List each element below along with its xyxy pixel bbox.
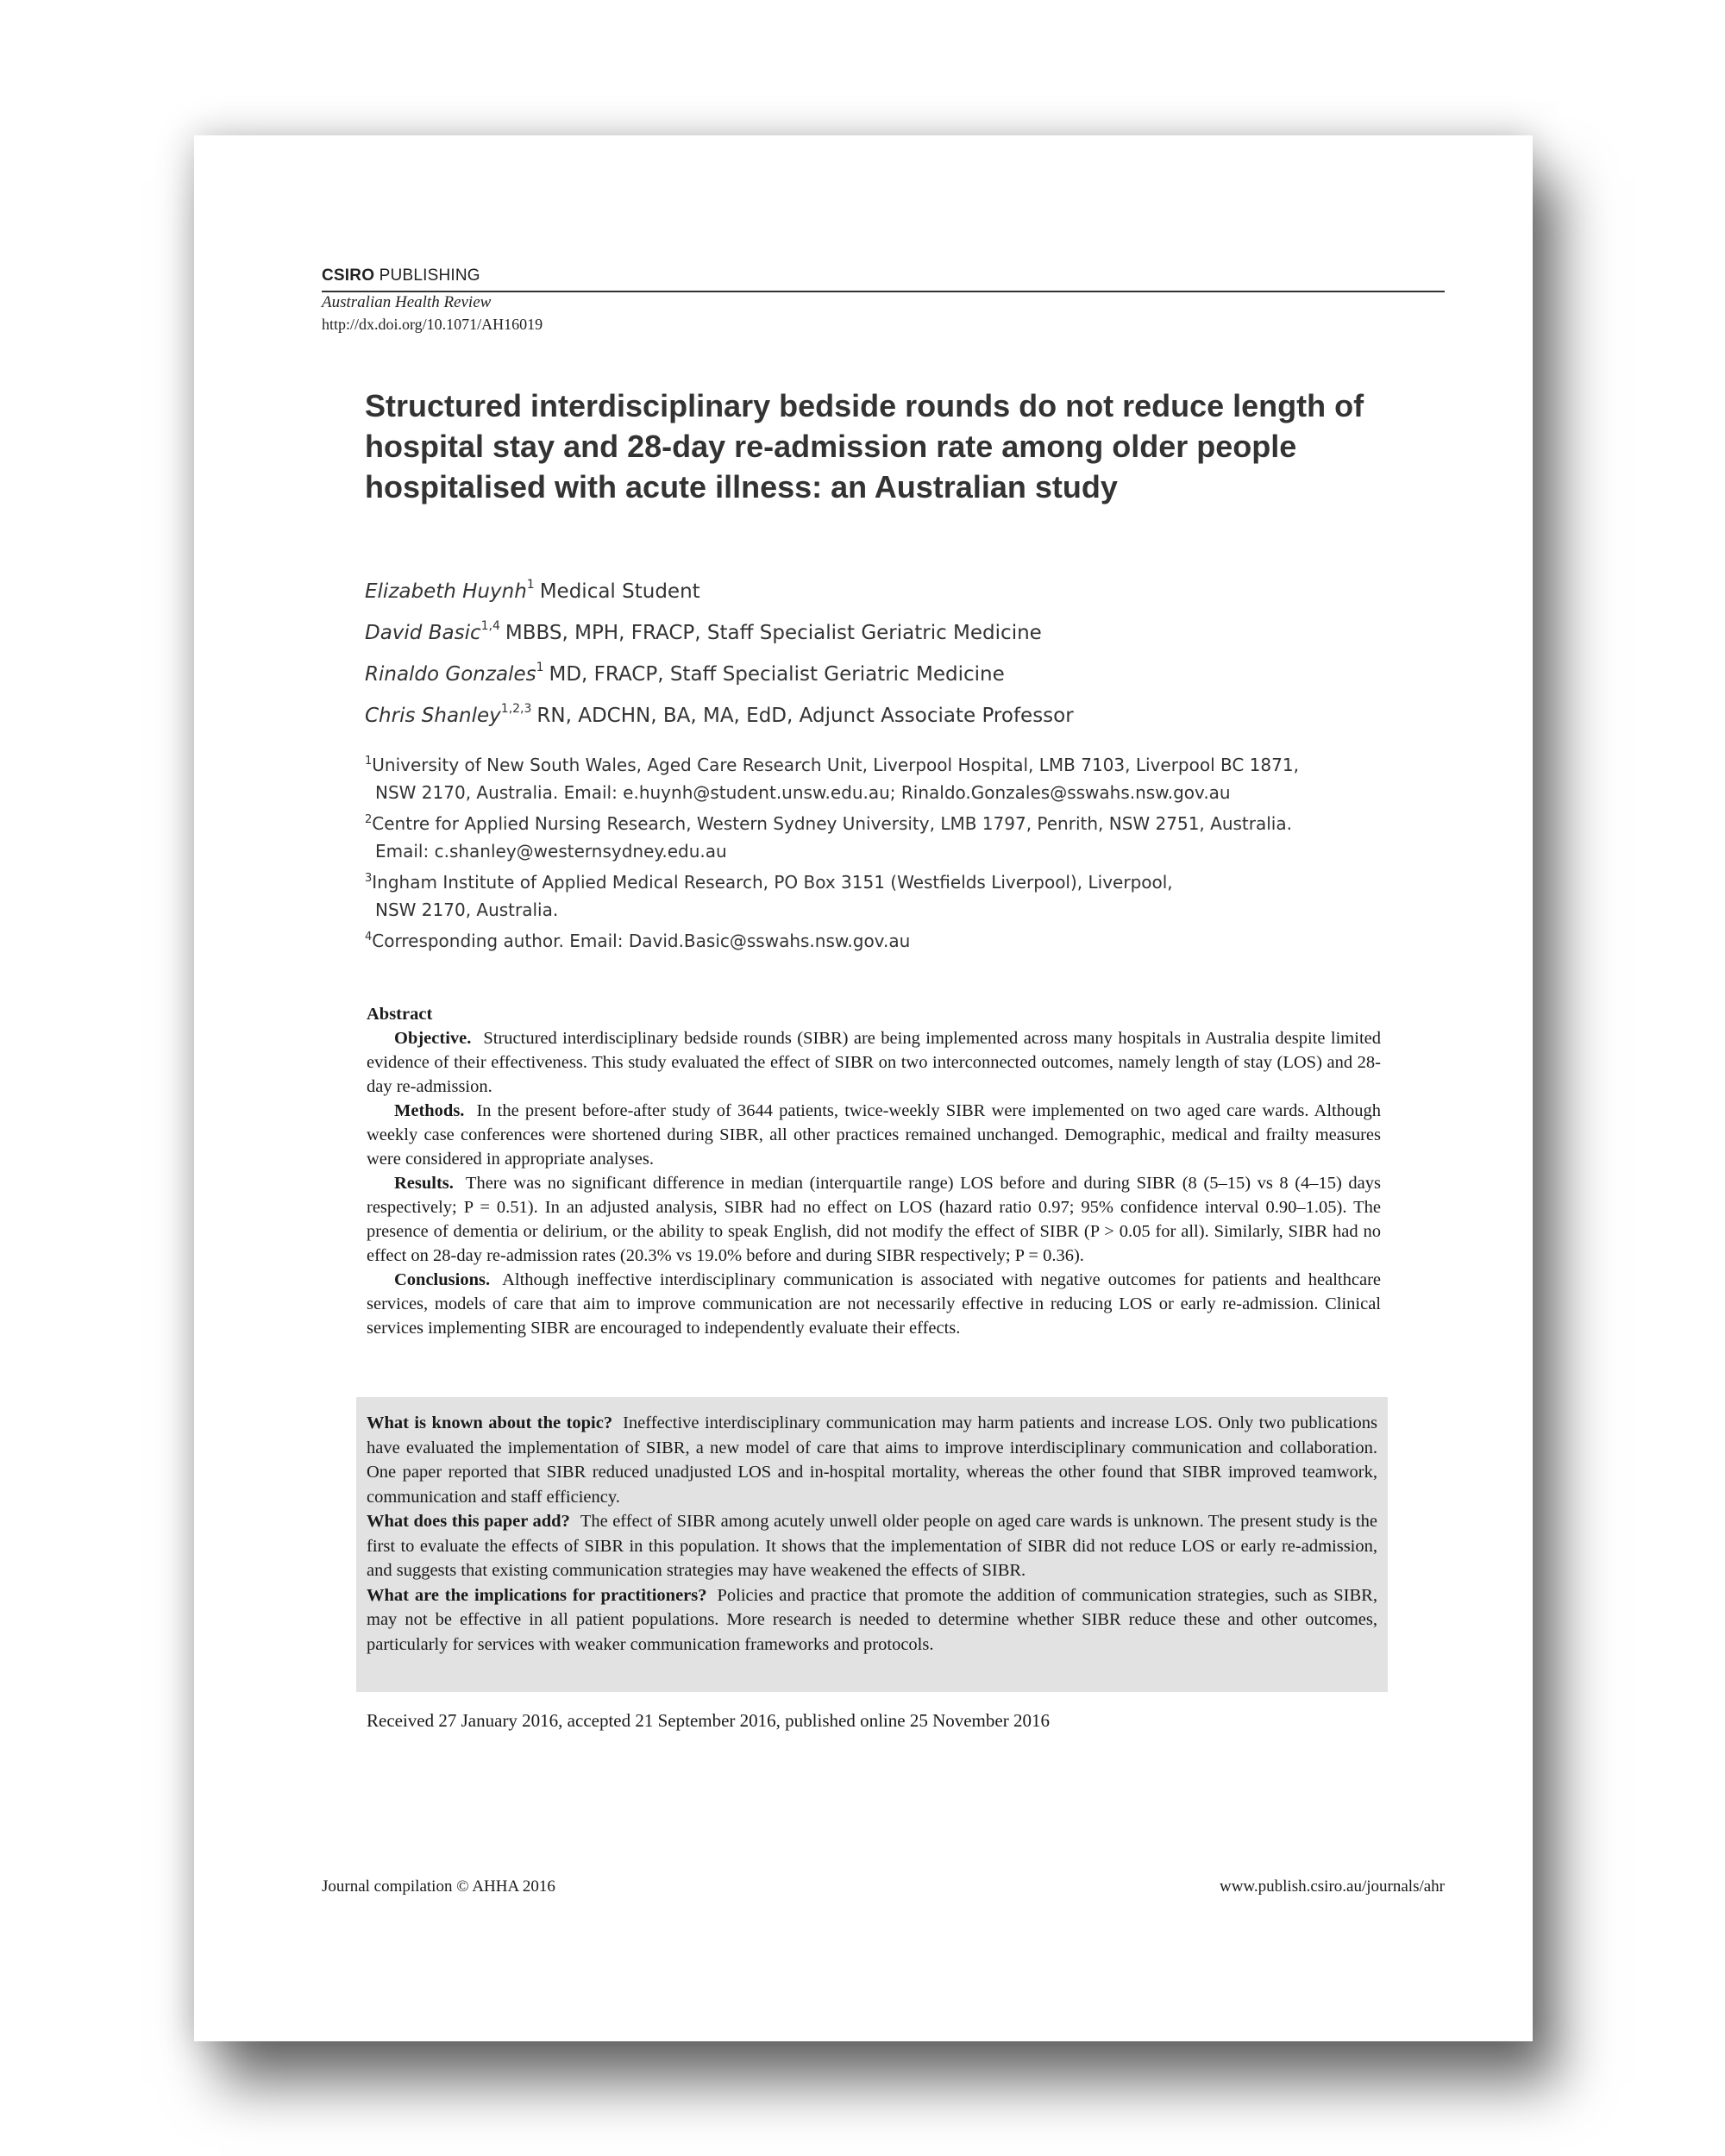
abstract-section — [367, 1002, 1381, 1340]
author-role: MD, FRACP, Staff Specialist Geriatric Medicine — [549, 663, 1005, 686]
methods-text: In the present before-after study of 3644 patients, twice-weekly SIBR were implemented on two aged care wards. Although weekly case conferences were shortened during SIBR, all other practices remained unchanged. Demographic, medical and frailty measures were considered in appropriate analyses. — [367, 1101, 1381, 1169]
objective-label: Objective. — [394, 1029, 472, 1048]
abstract-methods — [367, 1099, 1381, 1171]
results-text: There was no significant difference in median (interquartile range) LOS before and during SIBR (8 (5–15) vs 8 (4–15) days respectively; P = 0.51). In an adjusted analysis, SIBR had no effect on LOS (hazard ratio 0.97; 95% confidence interval 0.90–1.05). The presence of dementia or delirium, or the ability to speak English, did not modify the effect of SIBR (P > 0.05 for all). Similarly, SIBR had no effect on 28-day re-admission rates (20.3% vs 19.0% before and during SIBR respectively; P = 0.36). — [367, 1174, 1381, 1265]
affiliation-line: Email: c.shanley@westernsydney.edu.au — [375, 841, 727, 862]
publisher-name — [322, 266, 480, 285]
affiliation-list — [365, 748, 1400, 955]
results-label: Results. — [394, 1174, 454, 1193]
author-entry — [365, 688, 1400, 730]
header-rule — [322, 291, 1445, 292]
author-superscript: 1,2,3 — [500, 702, 532, 716]
footer-url[interactable]: www.publish.csiro.au/journals/ahr — [1219, 1877, 1445, 1896]
conclusions-label: Conclusions. — [394, 1270, 491, 1289]
abstract-conclusions — [367, 1268, 1381, 1340]
abstract-objective — [367, 1026, 1381, 1099]
adds-label: What does this paper add? — [367, 1512, 570, 1531]
article-title: Structured interdisciplinary bedside rounds do not reduce length of hospital stay and 28-day re-admission rate among older people hospitalised with acute illness: an Australian study — [365, 388, 1364, 505]
implications-label: What are the implications for practitioners? — [367, 1585, 707, 1605]
abstract-results — [367, 1171, 1381, 1268]
practitioner-implications — [367, 1583, 1377, 1658]
doi-link[interactable]: http://dx.doi.org/10.1071/AH16019 — [322, 316, 543, 333]
known-about-topic — [367, 1411, 1377, 1509]
author-role: MBBS, MPH, FRACP, Staff Specialist Geriatric Medicine — [505, 622, 1042, 644]
publisher-brand-bold: CSIRO — [322, 266, 375, 285]
adds-text: The effect of SIBR among acutely unwell older people on aged care wards is unknown. The present study is the first to evaluate the effects of SIBR in this population. It shows that the implementation of SIBR did not reduce LOS or early re-admission, and suggests that existing communication strategies may have weakened the effects of SIBR. — [367, 1512, 1378, 1580]
paper-page — [194, 135, 1533, 2041]
author-superscript: 1,4 — [480, 619, 500, 633]
methods-label: Methods. — [394, 1101, 465, 1120]
author-name: Rinaldo Gonzales — [365, 663, 536, 686]
abstract-heading: Abstract — [367, 1005, 433, 1024]
conclusions-text: Although ineffective interdisciplinary communication is associated with negative outcomes for patients and healthcare services, models of care that aim to improve communication are not necessarily effective in reducing LOS or early re-admission. Clinical services implementing SIBR are encouraged to independently evaluate their effects. — [367, 1270, 1381, 1338]
received-dates: Received 27 January 2016, accepted 21 September 2016, published online 25 November 2016 — [367, 1710, 1050, 1731]
author-name: David Basic — [365, 622, 481, 644]
author-name: Elizabeth Huynh — [365, 580, 527, 603]
affiliation-line: University of New South Wales, Aged Care Research Unit, Liverpool Hospital, LMB 7103, Liverpool BC 1871, — [372, 755, 1299, 775]
paper-adds — [367, 1509, 1377, 1583]
author-name: Chris Shanley — [365, 705, 501, 727]
affiliation-superscript: 4 — [365, 931, 373, 943]
affiliation-superscript: 3 — [365, 872, 373, 885]
affiliation-superscript: 2 — [365, 813, 373, 826]
affiliation-entry — [365, 924, 1400, 955]
implications-text: Policies and practice that promote the addition of communication strategies, such as SIBR, may not be effective in all patient populations. More research is needed to determine whether SIBR reduce these and other outcomes, particularly for services with weaker communication frameworks and protocols. — [367, 1585, 1377, 1654]
author-superscript: 1 — [536, 661, 544, 674]
affiliation-line: NSW 2170, Australia. — [375, 899, 559, 920]
author-entry — [365, 564, 1400, 605]
affiliation-entry — [365, 806, 1400, 865]
publisher-brand-rest: PUBLISHING — [379, 266, 480, 285]
affiliation-superscript: 1 — [365, 755, 373, 768]
affiliation-line: NSW 2170, Australia. Email: e.huynh@student.unsw.edu.au; Rinaldo.Gonzales@sswahs.nsw.gov.au — [375, 782, 1231, 803]
affiliation-line: Ingham Institute of Applied Medical Research, PO Box 3151 (Westfields Liverpool), Liverpool, — [372, 872, 1173, 893]
affiliation-line: Centre for Applied Nursing Research, Western Sydney University, LMB 1797, Penrith, NSW 2751, Australia. — [372, 813, 1292, 834]
author-role: Medical Student — [539, 580, 700, 603]
affiliation-entry — [365, 748, 1400, 806]
affiliation-line: Corresponding author. Email: David.Basic@sswahs.nsw.gov.au — [372, 931, 911, 951]
objective-text: Structured interdisciplinary bedside rounds (SIBR) are being implemented across many hospitals in Australia despite limited evidence of their effectiveness. This study evaluated the effect of SIBR on two interconnected outcomes, namely length of stay (LOS) and 28-day re-admission. — [367, 1029, 1381, 1096]
author-entry — [365, 647, 1400, 688]
author-role: RN, ADCHN, BA, MA, EdD, Adjunct Associate Professor — [536, 705, 1074, 727]
known-text: Ineffective interdisciplinary communication may harm patients and increase LOS. Only two publications have evaluated the implementation of SIBR, a new model of care that aims to improve interdisciplinary communication and collaboration. One paper reported that SIBR reduced unadjusted LOS and in-hospital mortality, whereas the other found that SIBR improved teamwork, communication and staff efficiency. — [367, 1413, 1377, 1507]
footer-copyright: Journal compilation © AHHA 2016 — [322, 1877, 555, 1896]
key-points-box — [356, 1397, 1388, 1692]
journal-name: Australian Health Review — [322, 293, 492, 311]
author-superscript: 1 — [526, 578, 535, 592]
author-list — [365, 564, 1400, 730]
known-label: What is known about the topic? — [367, 1413, 613, 1432]
affiliation-entry — [365, 865, 1400, 924]
author-entry — [365, 605, 1400, 647]
